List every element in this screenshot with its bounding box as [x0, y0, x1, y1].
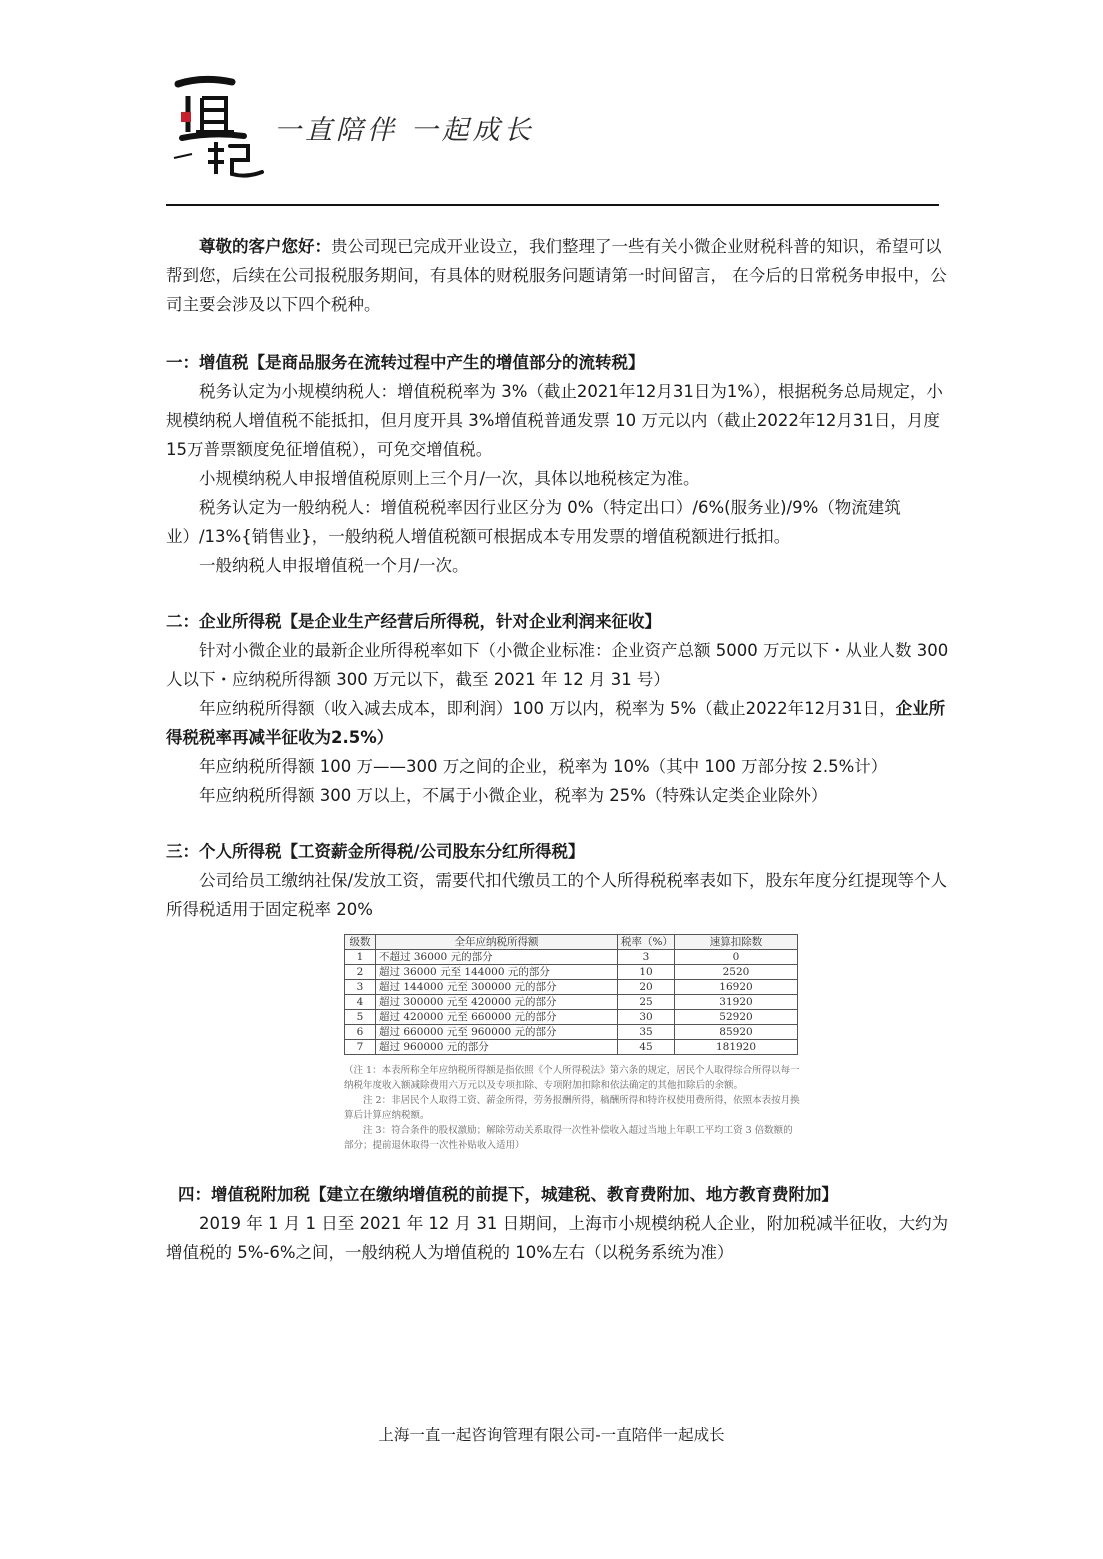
section2-p3: 年应纳税所得额 100 万——300 万之间的企业，税率为 10%（其中 100 万部分按 2.5%计）: [199, 757, 888, 776]
tax-rate-table-block: [344, 934, 804, 1153]
cell-deduction: 181920: [675, 1040, 798, 1055]
section2-title: 二：企业所得税【是企业生产经营后所得税，针对企业利润来征收】: [166, 612, 661, 631]
cell-level: 6: [345, 1025, 376, 1040]
cell-income: 超过 660000 元至 960000 元的部分: [376, 1025, 618, 1040]
cell-level: 3: [345, 980, 376, 995]
cell-level: 2: [345, 965, 376, 980]
cell-income: 超过 144000 元至 300000 元的部分: [376, 980, 618, 995]
cell-income: 超过 960000 元的部分: [376, 1040, 618, 1055]
table-row: [345, 1010, 798, 1025]
cell-income: 不超过 36000 元的部分: [376, 950, 618, 965]
section4-p1: 2019 年 1 月 1 日至 2021 年 12 月 31 日期间，上海市小规模纳税人企业，附加税减半征收，大约为增值税的 5%-6%之间，一般纳税人为增值税的 10%左右（以税务系统为准）: [166, 1214, 949, 1262]
section1-title: 一：增值税【是商品服务在流转过程中产生的增值部分的流转税】: [166, 353, 645, 372]
cell-level: 7: [345, 1040, 376, 1055]
cell-income: 超过 300000 元至 420000 元的部分: [376, 995, 618, 1010]
table-note-3: 注 3：符合条件的股权激励；解除劳动关系取得一次性补偿收入超过当地上年职工平均工资 3 倍数额的部分；提前退休取得一次性补贴收入适用）: [344, 1125, 793, 1151]
tax-rate-table: [344, 934, 798, 1055]
greeting: 尊敬的客户您好：: [199, 237, 331, 256]
cell-rate: 30: [618, 1010, 675, 1025]
cell-level: 5: [345, 1010, 376, 1025]
header-divider: [166, 204, 939, 206]
cell-income: 超过 36000 元至 144000 元的部分: [376, 965, 618, 980]
cell-income: 超过 420000 元至 660000 元的部分: [376, 1010, 618, 1025]
section2-p2-bold: 企业所得税税率再减半征收为2.5%）: [166, 699, 946, 747]
document-body: [166, 232, 956, 1267]
section1-p4: 一般纳税人申报增值税一个月/一次。: [199, 556, 469, 575]
col-header-income: 全年应纳税所得额: [376, 935, 618, 950]
cell-deduction: 52920: [675, 1010, 798, 1025]
col-header-rate: 税率（%）: [618, 935, 675, 950]
col-header-level: 级数: [345, 935, 376, 950]
intro-paragraph: [166, 232, 956, 319]
cell-deduction: 16920: [675, 980, 798, 995]
cell-rate: 20: [618, 980, 675, 995]
cell-rate: 3: [618, 950, 675, 965]
table-row: [345, 995, 798, 1010]
cell-deduction: 0: [675, 950, 798, 965]
section4-title: 四：增值税附加税【建立在缴纳增值税的前提下，城建税、教育费附加、地方教育费附加】: [178, 1185, 838, 1204]
intro-text: 贵公司现已完成开业设立，我们整理了一些有关小微企业财税科普的知识，希望可以帮到您，后续在公司报税服务期间，有具体的财税服务问题请第一时间留言， 在今后的日常税务申报中，公司主要会涉及以下四个税种。: [166, 237, 947, 314]
table-row: [345, 1025, 798, 1040]
table-row: [345, 1040, 798, 1055]
col-header-deduction: 速算扣除数: [675, 935, 798, 950]
table-notes: [344, 1063, 800, 1153]
cell-rate: 10: [618, 965, 675, 980]
section2-p1: 针对小微企业的最新企业所得税率如下（小微企业标准：企业资产总额 5000 万元以下・从业人数 300 人以下・应纳税所得额 300 万元以下，截至 2021 年 12 月 31 号）: [166, 641, 949, 689]
section2-p2-text: 年应纳税所得额（收入减去成本，即利润）100 万以内，税率为 5%（截止2022年12月31日，: [199, 699, 896, 718]
cell-rate: 45: [618, 1040, 675, 1055]
cell-deduction: 2520: [675, 965, 798, 980]
section2-p2: [166, 694, 956, 752]
table-header-row: [345, 935, 798, 950]
cell-deduction: 31920: [675, 995, 798, 1010]
section2-p4: 年应纳税所得额 300 万以上，不属于小微企业，税率为 25%（特殊认定类企业除外）: [199, 786, 828, 805]
table-row: [345, 965, 798, 980]
section1-p2: 小规模纳税人申报增值税原则上三个月/一次，具体以地税核定为准。: [199, 469, 700, 488]
cell-deduction: 85920: [675, 1025, 798, 1040]
cell-rate: 35: [618, 1025, 675, 1040]
section3-title: 三：个人所得税【工资薪金所得税/公司股东分红所得税】: [166, 842, 585, 861]
table-row: [345, 980, 798, 995]
table-note-2: 注 2：非居民个人取得工资、薪金所得，劳务报酬所得，稿酬所得和特许权使用费所得，依照本表按月换算后计算应纳税额。: [344, 1095, 800, 1121]
slogan: 一直陪伴 一起成长: [274, 115, 535, 146]
cell-level: 4: [345, 995, 376, 1010]
section1-p1: 税务认定为小规模纳税人：增值税税率为 3%（截止2021年12月31日为1%），根据税务总局规定，小规模纳税人增值税不能抵扣，但月度开具 3%增值税普通发票 10 万元以内（截止2022年12月31日，月度15万普票额度免征增值税），可免交增值税。: [166, 382, 943, 459]
table-row: [345, 950, 798, 965]
footer-text: 上海一直一起咨询管理有限公司-一直陪伴一起成长: [378, 1426, 725, 1444]
section1-p3: 税务认定为一般纳税人：增值税税率因行业区分为 0%（特定出口）/6%(服务业)/9%（物流建筑业）/13%{销售业}，一般纳税人增值税额可根据成本专用发票的增值税额进行抵扣。: [166, 498, 901, 546]
table-note-1: （注 1：本表所称全年应纳税所得额是指依照《个人所得税法》第六条的规定，居民个人取得综合所得以每一纳税年度收入额减除费用六万元以及专项扣除、专项附加扣除和依法确定的其他扣除后的余额。: [344, 1065, 800, 1091]
cell-level: 1: [345, 950, 376, 965]
cell-rate: 25: [618, 995, 675, 1010]
section3-p1: 公司给员工缴纳社保/发放工资，需要代扣代缴员工的个人所得税税率表如下，股东年度分红提现等个人所得税适用于固定税率 20%: [166, 871, 948, 919]
company-logo: [172, 70, 267, 182]
